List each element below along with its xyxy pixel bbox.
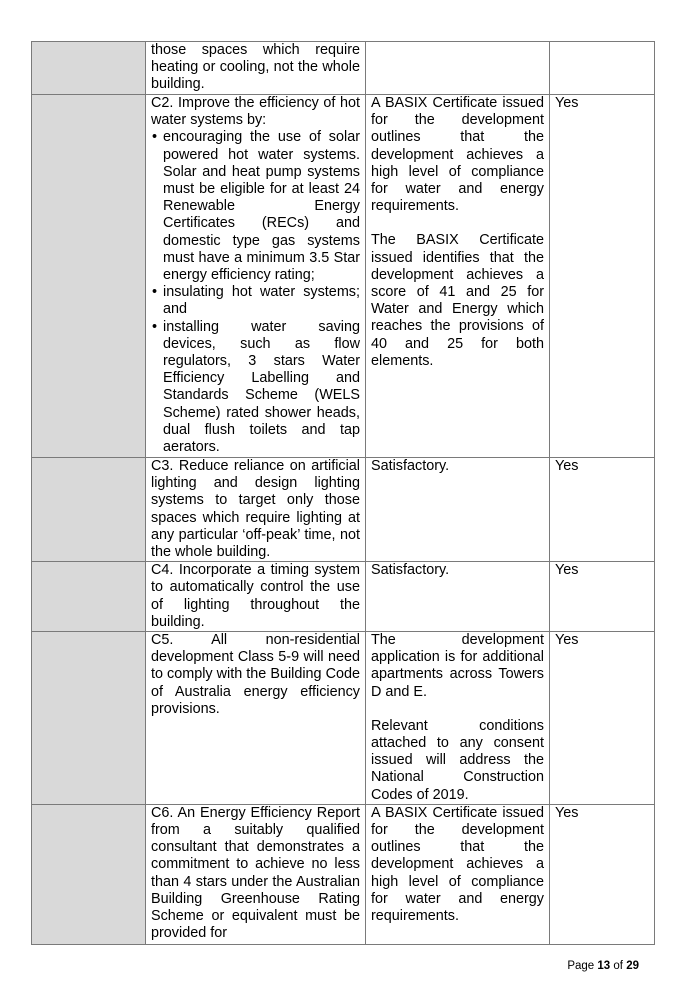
complies-cell: Yes — [550, 632, 655, 805]
section-cell — [32, 42, 146, 95]
control-cell: C3. Reduce reliance on artificial lighting and design lighting systems to target only those spaces which require lighting at any particular ‘off-peak’ time, not the whole building. — [146, 458, 366, 562]
table-row — [32, 804, 655, 944]
section-cell — [32, 95, 146, 458]
complies-cell: Yes — [550, 95, 655, 458]
table-row — [32, 95, 655, 458]
comment-cell: A BASIX Certificate issued for the development outlines that the development achieves a high level of compliance for water and energy requirements. The BASIX Certificate issued identifies that the development achieves a score of 41 and 25 for Water and Energy which reaches the provisions of 40 and 25 for both elements. — [366, 95, 550, 458]
total-pages: 29 — [626, 960, 639, 972]
section-cell — [32, 804, 146, 944]
comment-cell: Satisfactory. — [366, 562, 550, 632]
section-cell — [32, 458, 146, 562]
complies-cell: Yes — [550, 562, 655, 632]
control-cell: those spaces which require heating or cooling, not the whole building. — [146, 42, 366, 95]
list-item: • installing water saving devices, such as flow regulators, 3 stars Water Efficiency Labelling and Standards Scheme (WELS Scheme) rated shower heads, dual flush toilets and tap aerators. — [163, 319, 360, 457]
control-intro: C2. Improve the efficiency of hot water systems by: — [151, 95, 360, 129]
page-number: Page 13 of 29 — [567, 960, 639, 972]
complies-cell: Yes — [550, 458, 655, 562]
table-row — [32, 632, 655, 805]
complies-cell: Yes — [550, 804, 655, 944]
comment-cell: Satisfactory. — [366, 458, 550, 562]
list-item: • encouraging the use of solar powered hot water systems. Solar and heat pump systems must be eligible for at least 24 Renewable Energy Certificates (RECs) and domestic type gas systems must have a minimum 3.5 Star energy efficiency rating; — [163, 129, 360, 284]
control-cell: C6. An Energy Efficiency Report from a suitably qualified consultant that demonstrates a commitment to achieve no less than 4 stars under the Australian Building Greenhouse Rating Scheme or equivalent must be provided for — [146, 804, 366, 944]
table-row — [32, 458, 655, 562]
complies-cell — [550, 42, 655, 95]
current-page: 13 — [597, 960, 611, 972]
list-item: • insulating hot water systems; and — [163, 284, 360, 318]
table-row — [32, 42, 655, 95]
compliance-table — [31, 41, 655, 945]
control-bullet-list — [151, 129, 360, 456]
comment-cell: The development application is for additional apartments across Towers D and E. Relevant conditions attached to any consent issued will address the National Construction Codes of 2019. — [366, 632, 550, 805]
control-cell: C5. All non-residential development Class 5-9 will need to comply with the Building Code of Australia energy efficiency provisions. — [146, 632, 366, 805]
section-cell — [32, 562, 146, 632]
control-cell: C4. Incorporate a timing system to automatically control the use of lighting throughout the building. — [146, 562, 366, 632]
comment-cell: A BASIX Certificate issued for the development outlines that the development achieves a high level of compliance for water and energy requirements. — [366, 804, 550, 944]
table-row — [32, 562, 655, 632]
control-cell — [146, 95, 366, 458]
comment-cell — [366, 42, 550, 95]
section-cell — [32, 632, 146, 805]
